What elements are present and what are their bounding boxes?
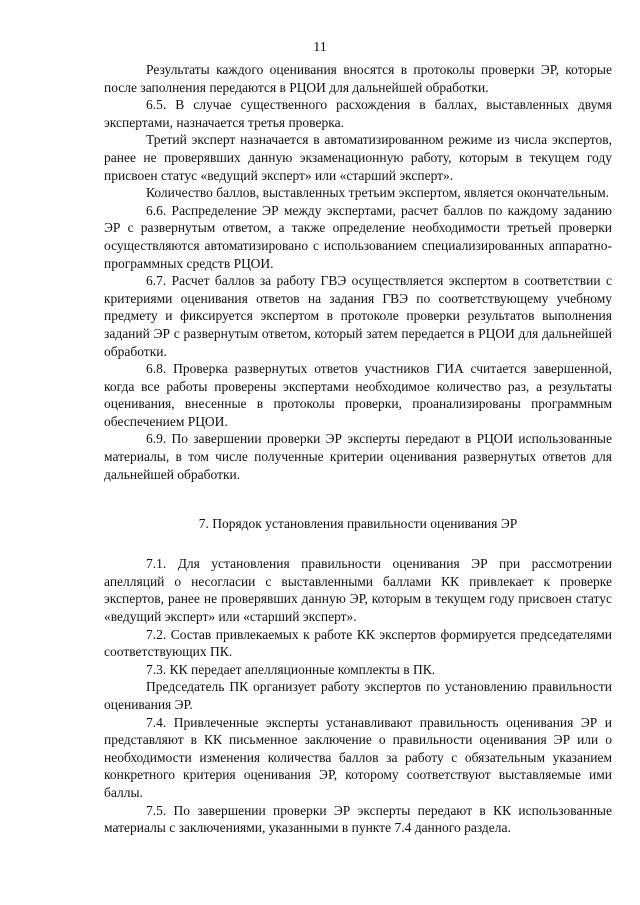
paragraph-7-4: 7.4. Привлеченные эксперты устанавливают правильность оценивания ЭР и представляют в КК письменное заключение о правильности оценивания ЭР или о необходимости изменения количества баллов за работу с обязательным указанием конкретного критерия оценивания ЭР, которому соответствуют выставляемые ими баллы. (104, 714, 612, 800)
paragraph-7-3: 7.3. КК передает апелляционные комплекты в ПК. (146, 661, 436, 677)
paragraph-6-8: 6.8. Проверка развернутых ответов участников ГИА считается завершенной, когда все работы проверены экспертами необходимое количество раз, а результаты оценивания, внесенные в протоколы проверки, проанализированы программным обеспечением РЦОИ. (104, 361, 612, 429)
paragraph: Количество баллов, выставленных третьим экспертом, является окончательным. (146, 185, 609, 201)
paragraph: Третий эксперт назначается в автоматизированном режиме из числа экспертов, ранее не проверявших данную экзаменационную работу, которым в текущем году присвоен статус «ведущий эксперт» или «старший эксперт». (104, 132, 612, 183)
paragraph-6-9: 6.9. По завершении проверки ЭР эксперты передают в РЦОИ использованные материалы, в том числе полученные критерии оценивания развернутых ответов для дальнейшей обработки. (104, 431, 612, 482)
section-heading: 7. Порядок установления правильности оценивания ЭР (198, 516, 518, 532)
paragraph-7-5: 7.5. По завершении проверки ЭР эксперты передают в КК использованные материалы с заключениями, указанными в пункте 7.4 данного раздела. (104, 802, 612, 836)
paragraph-7-1: 7.1. Для установления правильности оценивания ЭР при рассмотрении апелляций о несогласии с выставленными баллами КК привлекает к проверке экспертов, ранее не проверявших данную ЭР, которым в текущем году присвоен статус «ведущий эксперт» или «старший эксперт». (104, 556, 612, 625)
paragraph: Результаты каждого оценивания вносятся в протоколы проверки ЭР, которые после заполнения передаются в РЦОИ для дальнейшей обработки. (104, 62, 612, 95)
paragraph: Председатель ПК организует работу экспертов по установлению правильности оценивания ЭР. (104, 679, 612, 712)
paragraph-6-7: 6.7. Расчет баллов за работу ГВЭ осуществляется экспертом в соответствии с критериями оценивания ответов на задания ГВЭ по соответствующему учебному предмету и фиксируется экспертом в протоколе проверки результатов выполнения заданий ЭР с развернутым ответом, который затем передается в РЦОИ для дальнейшей обработки. (104, 273, 612, 359)
paragraph-6-6: 6.6. Распределение ЭР между экспертами, расчет баллов по каждому заданию ЭР с развернутым ответом, а также определение необходимости третьей проверки осуществляются автоматизировано с использованием специализированных аппаратно-программных средств РЦОИ. (104, 202, 612, 271)
document-body (104, 61, 612, 837)
paragraph-6-5: 6.5. В случае существенного расхождения в баллах, выставленных двумя экспертами, назначается третья проверка. (104, 97, 612, 130)
page-number: 11 (313, 40, 327, 55)
paragraph-7-2: 7.2. Состав привлекаемых к работе КК экспертов формируется председателями соответствующих ПК. (104, 626, 612, 660)
